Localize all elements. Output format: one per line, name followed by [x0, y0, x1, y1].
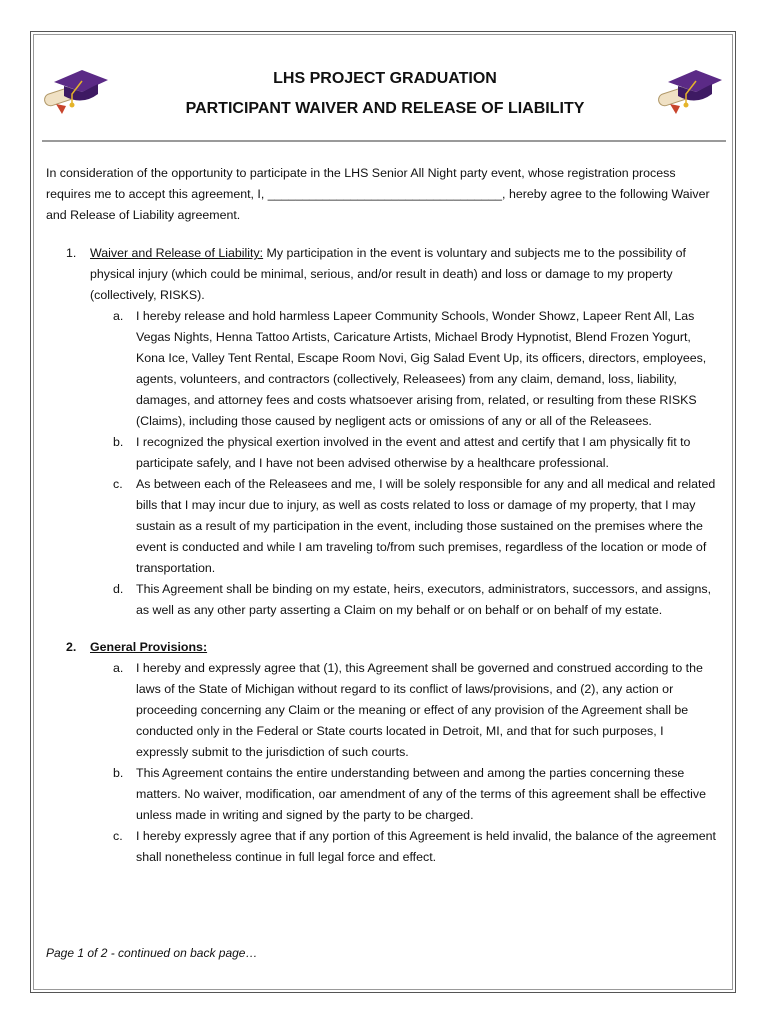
- document-title-line2: PARTICIPANT WAIVER AND RELEASE OF LIABILITY: [185, 100, 585, 117]
- subsection-text: This Agreement contains the entire understanding between and among the parties concerning these matters. No waiver, modification, oar amendment of any of the terms of this agreement shall be effective unless made in writing and signed by the party to be charged.: [136, 766, 707, 822]
- section-number: 1.: [66, 246, 77, 260]
- subsection-text: I hereby expressly agree that if any portion of this Agreement is held invalid, the balance of the agreement shall nonetheless continue in full legal force and effect.: [136, 829, 716, 864]
- sections-list: [46, 243, 718, 868]
- subsection-text: As between each of the Releasees and me, I will be solely responsible for any and all medical and related bills that I may incur due to injury, as well as costs related to loss or damage of my property, that I may sustain as a result of my participation in the event, including those sustained on the premises where the event is conducted and while I am traveling to/from such premises, regardless of the location or mode of transportation.: [136, 477, 716, 575]
- subsection-letter: d.: [113, 582, 124, 596]
- subsection-letter: a.: [113, 661, 124, 675]
- document-body: [46, 163, 718, 884]
- section-heading: General Provisions:: [90, 640, 208, 654]
- subsection-list: [90, 306, 718, 621]
- subsection-letter: c.: [113, 477, 123, 491]
- subsection-item: [90, 306, 718, 432]
- subsection-item: [90, 474, 718, 579]
- subsection-item: [90, 763, 718, 826]
- subsection-letter: b.: [113, 435, 124, 449]
- document-header: [100, 68, 670, 120]
- subsection-letter: a.: [113, 309, 124, 323]
- intro-paragraph: In consideration of the opportunity to participate in the LHS Senior All Night party event, whose registration process requires me to accept this agreement, I, __________________________________, hereby agree to the following Waiver and Release of Liability agreement.: [46, 166, 710, 222]
- subsection-item: [90, 826, 718, 868]
- subsection-item: [90, 658, 718, 763]
- subsection-text: I recognized the physical exertion involved in the event and attest and certify that I am physically fit to participate safely, and I have not been advised otherwise by a healthcare professional.: [136, 435, 691, 470]
- subsection-text: This Agreement shall be binding on my estate, heirs, executors, administrators, successors, and assigns, as well as any other party asserting a Claim on my behalf or on behalf or on behalf of my estate.: [136, 582, 712, 617]
- document-title-line1: LHS PROJECT GRADUATION: [273, 70, 497, 87]
- subsection-text: I hereby release and hold harmless Lapeer Community Schools, Wonder Showz, Lapeer Rent All, Las Vegas Nights, Henna Tattoo Artists, Caricature Artists, Michael Brody Hypnotist, Blend Frozen Yogurt, Kona Ice, Valley Tent Rental, Escape Room Novi, Gig Salad Event Up, its officers, directors, employees, agents, volunteers, and contractors (collectively, Releasees) from any claim, demand, loss, liability, damages, and attorney fees and costs whatsoever arising from, related, or resulting from these RISKS (Claims), including those caused by negligent acts or omissions of any or all of the Releasees.: [136, 309, 707, 428]
- section-waiver-release: [46, 243, 718, 621]
- subsection-letter: b.: [113, 766, 124, 780]
- section-heading: Waiver and Release of Liability:: [90, 246, 264, 260]
- section-number: 2.: [66, 640, 77, 654]
- section-general-provisions: [46, 637, 718, 868]
- subsection-list: [90, 658, 718, 868]
- header-divider: [42, 140, 726, 142]
- subsection-item: [90, 579, 718, 621]
- page-footer: Page 1 of 2 - continued on back page…: [46, 946, 258, 960]
- section-text: My participation in the event is voluntary and subjects me to the possibility of physical injury (which could be minimal, serious, and/or result in death) and loss or damage to my property (collectively, RISKS).: [90, 246, 686, 302]
- subsection-item: [90, 432, 718, 474]
- subsection-text: I hereby and expressly agree that (1), this Agreement shall be governed and construed according to the laws of the State of Michigan without regard to its conflict of laws/provisions, and (2), any action or proceeding concerning any Claim or the meaning or effect of any provision of the Agreement shall be conducted only in the Federal or State courts located in Detroit, MI, and that for such purposes, I expressly submit to the jurisdiction of such courts.: [136, 661, 703, 759]
- subsection-letter: c.: [113, 829, 123, 843]
